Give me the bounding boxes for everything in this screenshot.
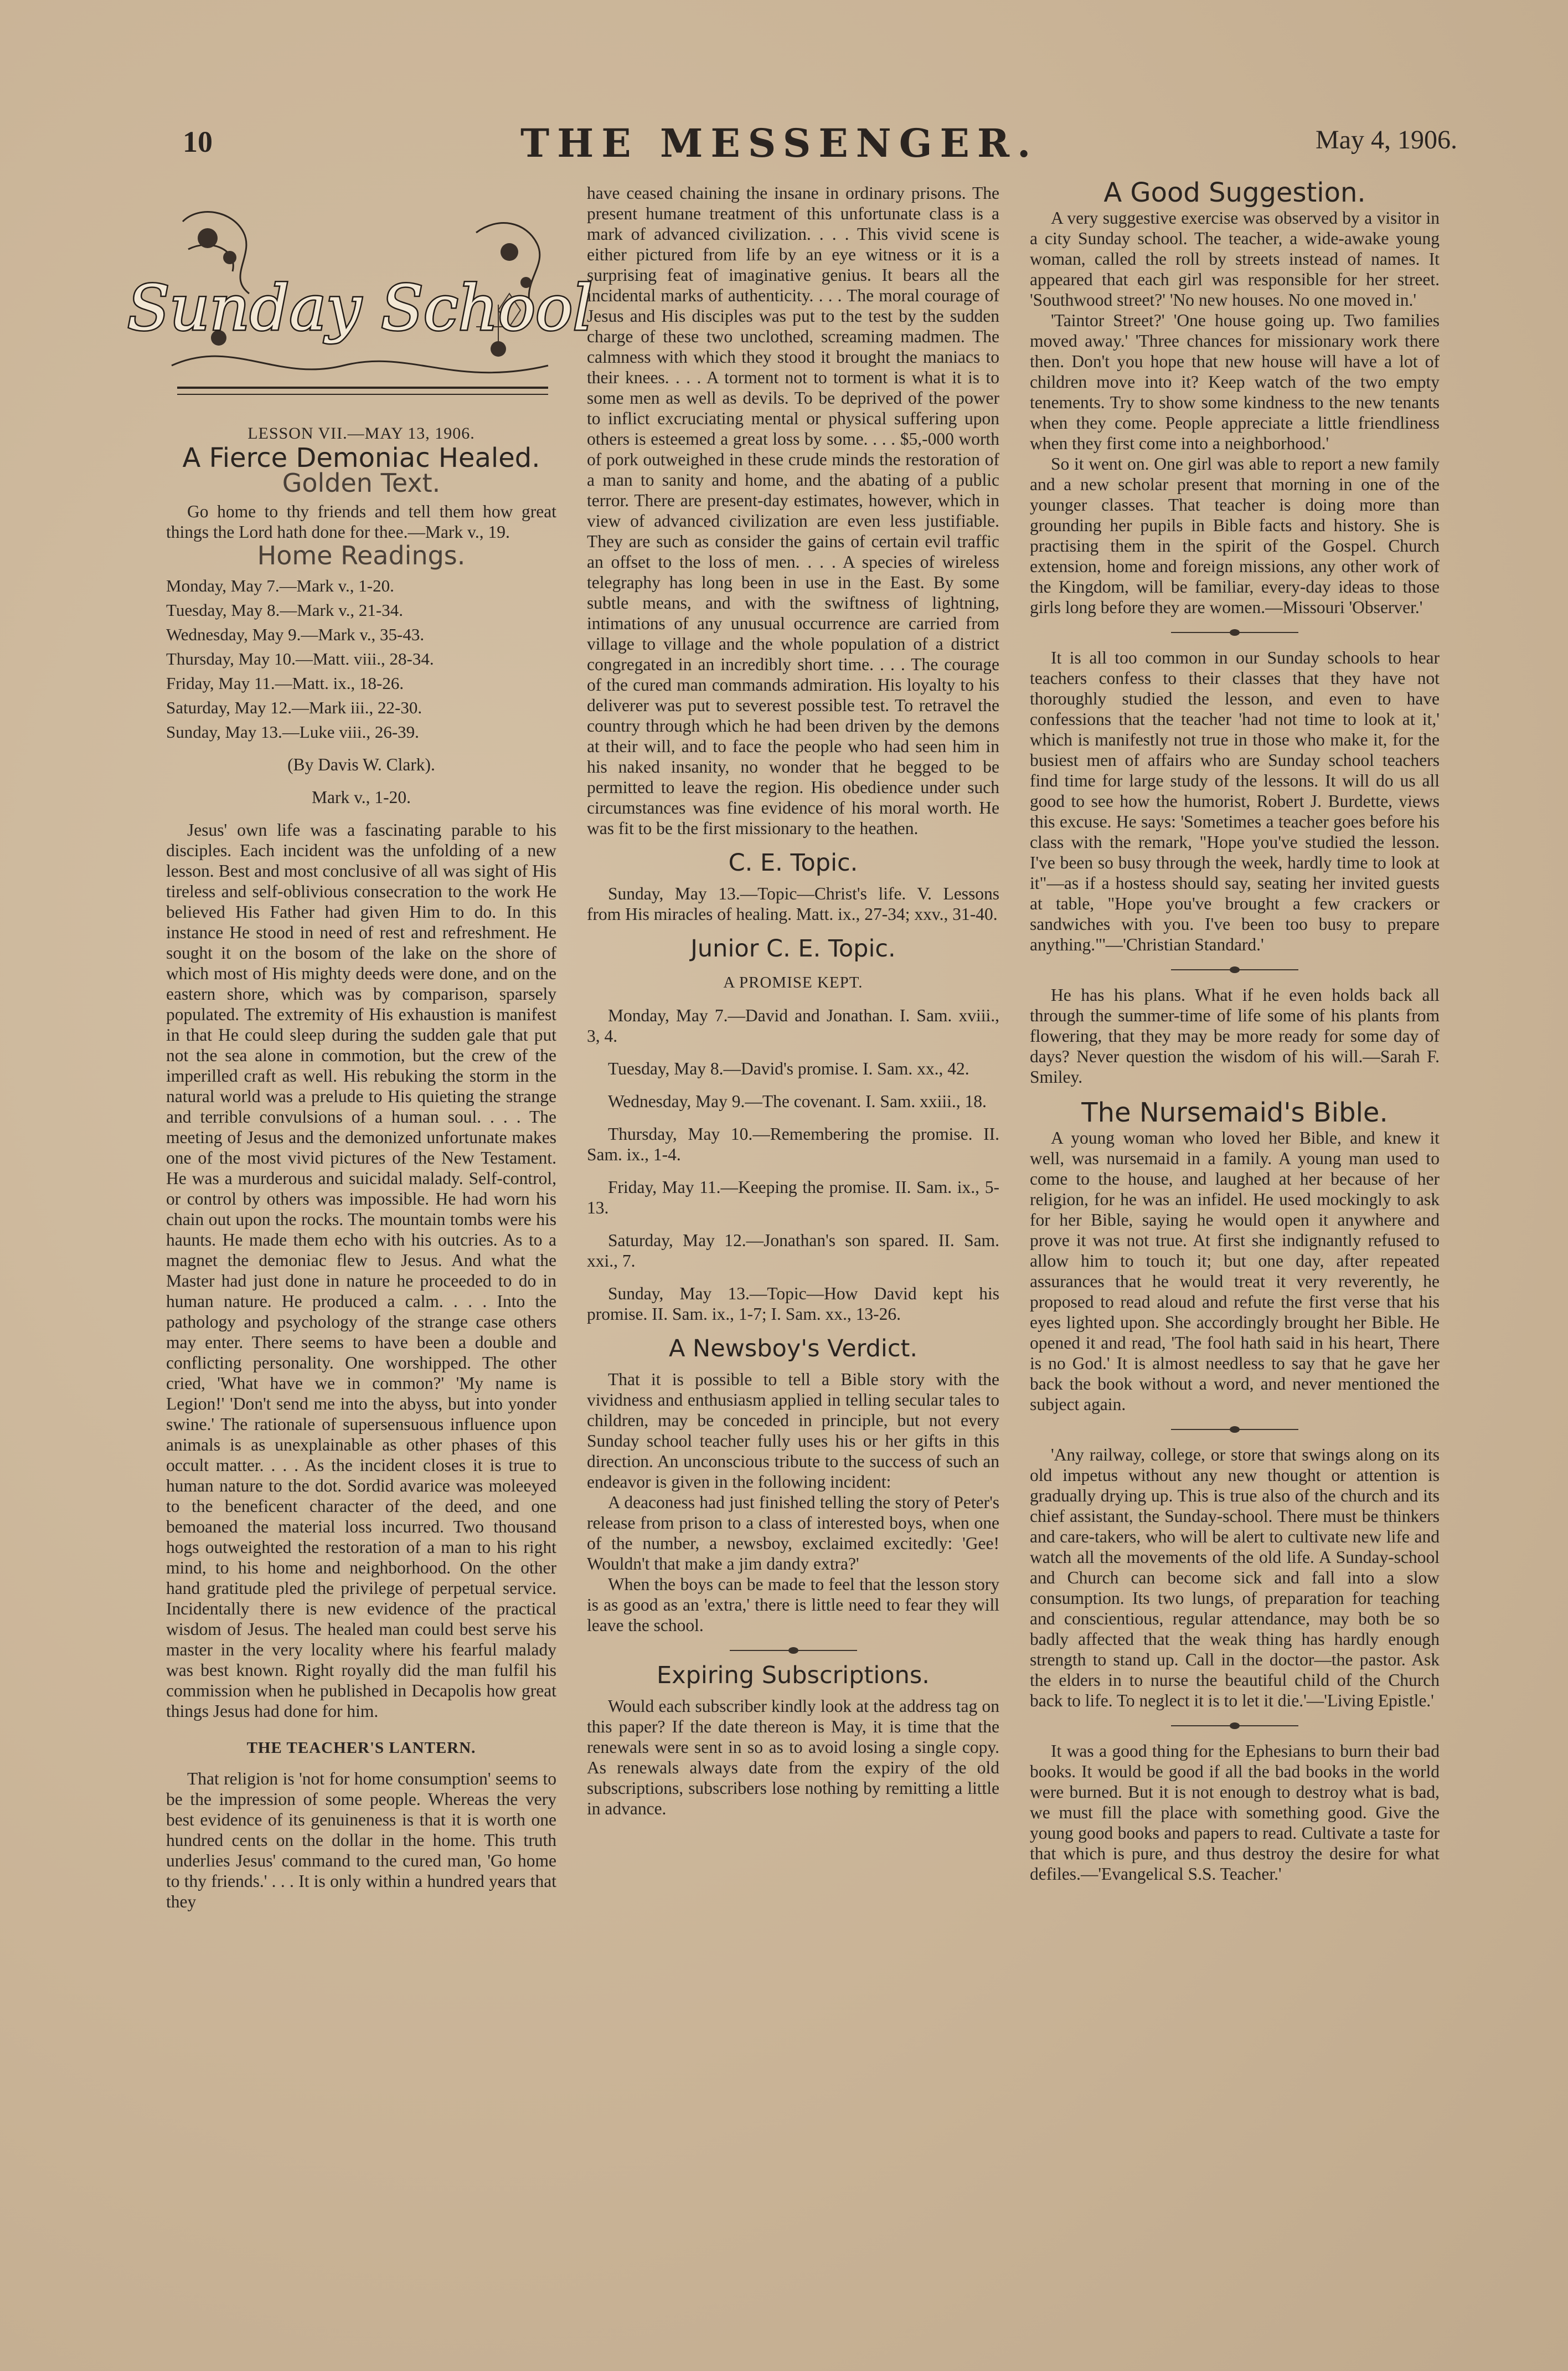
reading-item: Thursday, May 10.—Matt. viii., 28-34. <box>166 649 434 668</box>
byline: (By Davis W. Clark). <box>287 755 435 774</box>
section-divider <box>1171 632 1298 633</box>
svg-text:Sunday School: Sunday School <box>127 272 593 344</box>
reading-item: Sunday, May 13.—Luke viii., 26-39. <box>166 722 419 742</box>
junior-topic-item: Saturday, May 12.—Jonathan's son spared. II. Sam. xxi., 7. <box>587 1231 999 1271</box>
suggestion-paragraph: 'Taintor Street?' 'One house going up. Two families moved away.' 'Three chances for missionary work there then. Don't you hope that new house will have a lot of children move into it? Keep watch of the two empty tenements. Try to show some kindness to the new tenants when they come. People appreciate a little friendliness when they first come into a neighborhood.' <box>1030 311 1440 453</box>
good-suggestion-heading: A Good Suggestion. <box>1103 177 1366 208</box>
golden-text-heading: Golden Text. <box>282 468 441 498</box>
sunday-school-logo-art <box>127 199 593 410</box>
home-readings-heading: Home Readings. <box>257 541 466 570</box>
plans-paragraph: He has his plans. What if he even holds back all through the summer-time of life some of his plants from flowering, that they may be more ready for some day of days? Never question the wisdom of his will.—Sarah F. Smiley. <box>1030 985 1440 1087</box>
teachers-lantern-heading: THE TEACHER'S LANTERN. <box>246 1739 476 1757</box>
column-2 <box>587 183 999 1819</box>
scripture-reference: Mark v., 1-20. <box>311 788 411 807</box>
masthead: THE MESSENGER. <box>520 120 1039 166</box>
junior-topic-item: Thursday, May 10.—Remembering the promise. II. Sam. ix., 1-4. <box>587 1124 999 1164</box>
page-header <box>183 120 1457 169</box>
expiring-subscriptions-heading: Expiring Subscriptions. <box>657 1662 930 1689</box>
reading-item: Monday, May 7.—Mark v., 1-20. <box>166 576 394 595</box>
newsboy-paragraph: That it is possible to tell a Bible story with the vividness and enthusiasm applied in telling secular tales to children, may be conceded in principle, but not every Sunday school teacher fully uses his or her gifts in this direction. An unconscious tribute to the success of such an endeavor is given in the following incident: <box>587 1370 999 1491</box>
section-divider <box>1171 1725 1298 1726</box>
nursemaid-paragraph: A young woman who loved her Bible, and knew it well, was nursemaid in a family. A young man used to come to the house, and laughed at her because of her religion, for he was an infidel. He used mockingly to ask for her Bible, saying he would open it anywhere and prove it was not true. At first she indignantly refused to allow him to touch it; but one day, after repeated assurances that he would treat it very reverently, he proposed to read aloud and refute the first verse that his eyes lighted upon. She accordingly brought her Bible. He opened it and read, 'The fool hath said in his heart, There is no God.' It is almost needless to say that he gave her back the book without a word, and never mentioned the subject again. <box>1030 1128 1440 1414</box>
ce-topic-body: Sunday, May 13.—Topic—Christ's life. V. Lessons from His miracles of healing. Matt. ix., 27-34; xxv., 31-40. <box>587 884 999 924</box>
section-divider <box>1171 969 1298 970</box>
ephesians-paragraph: It was a good thing for the Ephesians to burn their bad books. It would be good if all the bad books in the world were burned. But it is not enough to destroy what is bad, we must fill the place with something good. Give the young good books and papers to read. Cultivate a taste for that which is pure, and thus destroy the desire for what defiles.—'Evangelical S.S. Teacher.' <box>1030 1741 1440 1884</box>
junior-subheading: A PROMISE KEPT. <box>723 974 863 991</box>
junior-topic-item: Friday, May 11.—Keeping the promise. II. Sam. ix., 5-13. <box>587 1177 999 1217</box>
junior-topic-item: Monday, May 7.—David and Jonathan. I. Sam. xviii., 3, 4. <box>587 1006 999 1046</box>
nursemaid-heading: The Nursemaid's Bible. <box>1081 1097 1388 1128</box>
golden-text: Go home to thy friends and tell them how great things the Lord hath done for thee.—Mark v., 19. <box>166 502 556 542</box>
junior-topic-item: Tuesday, May 8.—David's promise. I. Sam. xx., 42. <box>608 1059 969 1078</box>
newsboy-heading: A Newsboy's Verdict. <box>668 1335 918 1362</box>
common-paragraph: It is all too common in our Sunday schools to hear teachers confess to their classes that they have not thoroughly studied the lesson, and even to have confessions that the teacher 'had not time to look at it,' which is manifestly not true in those who make it, for the busiest men of affairs who are Sunday school teachers find time for large study of the lessons. It will do us all good to see how the humorist, Robert J. Burdette, views this excuse. He says: 'Sometimes a teacher goes before his class with the remark, "Hope you've studied the lesson. I've been so busy through the week, hardly time to look at it"—as if a hostess should say, seating her invited guests at table, "Hope you've brought a few crackers or sandwiches with you. I've been too busy to prepare anything."'—'Christian Standard.' <box>1030 648 1440 954</box>
junior-topic-item: Wednesday, May 9.—The covenant. I. Sam. xxiii., 18. <box>608 1092 987 1111</box>
reading-item: Saturday, May 12.—Mark iii., 22-30. <box>166 698 422 717</box>
junior-topic-item: Sunday, May 13.—Topic—How David kept his promise. II. Sam. ix., 1-7; I. Sam. xx., 13-26. <box>587 1284 999 1324</box>
railway-paragraph: 'Any railway, college, or store that swings along on its old impetus without any new thought or attention is gradually drying up. This is true also of the church and its chief assistant, the Sunday-school. There must be thinkers and care-takers, who will be alert to cultivate new life and watch all the movements of the old life. A Sunday-school and Church can become sick and fall into a slow consumption. Its two lungs, of preparation for teaching and conscientious, regular attendance, may both be so badly affected that the weak thing has hardly enough strength to stand up. Call in the doctor—the pastor. Ask the elders in to nurse the beautiful child of the Church back to life. To neglect it is to let it die.'—'Living Epistle.' <box>1030 1445 1440 1710</box>
continued-text: have ceased chaining the insane in ordinary prisons. The present humane treatment of this unfortunate class is a mark of advanced civilization. . . . This vivid scene is either pictured from life by an eye witness or it is a surprising feat of imaginative genius. It bears all the incidental marks of authenticity. . . . The moral courage of Jesus and His disciples was put to the test by the sudden charge of these two unclothed, screaming madmen. The calmness with which they stood it brought the maniacs to their knees. . . . A torment not to torment is what it is to some men as well as devils. To be deprived of the power to inflict excruciating mental or physical suffering upon others is esteemed a great loss by some. . . . $5,-000 worth of pork outweighed in these crude minds the restoration of a man to sanity and home, and the abating of a public terror. There are present-day estimates, however, which in view of advanced civilization are even less justifiable. They are such as consider the gains of certain evil traffic an offset to the loss of men. . . . A species of wireless telegraphy has long been in use in the East. By some subtle means, and with the swiftness of lightning, intimations of any unusual occurrence are carried from village to village and the whole population of a district congregated in an incredibly short time. . . . The courage of the cured man commands admiration. His loyalty to his deliverer was put to severest possible test. To retravel the country through which he had been driven by the demons at their will, and to face the people who had seen him in his naked insanity, no wonder that he begged to be permitted to leave the region. His obedience under such circumstances was fine evidence of his moral worth. He was fit to be the first missionary to the heathen. <box>587 183 999 838</box>
reading-item: Wednesday, May 9.—Mark v., 35-43. <box>166 625 425 644</box>
teachers-lantern-body: That religion is 'not for home consumption' seems to be the impression of some people. Whereas the very best evidence of its genuineness is that it is worth one hundred cents on the dollar in the home. This truth underlies Jesus' command to the cured man, 'Go home to thy friends.' . . . It is only within a hundred years that they <box>166 1769 556 1911</box>
ce-topic-heading: C. E. Topic. <box>728 849 858 877</box>
page-number: 10 <box>183 125 213 158</box>
column-3 <box>1030 177 1440 1884</box>
home-readings-list <box>166 574 556 744</box>
lesson-title: A Fierce Demoniac Healed. <box>182 443 540 474</box>
reading-item: Friday, May 11.—Matt. ix., 18-26. <box>166 673 404 693</box>
suggestion-paragraph: A very suggestive exercise was observed by a visitor in a city Sunday school. The teacher, a wide-awake young woman, called the roll by streets instead of names. It appeared that each girl was responsible for her street. 'Southwood street?' 'No new houses. No one moved in.' <box>1030 208 1440 310</box>
newsboy-paragraph: A deaconess had just finished telling the story of Peter's release from prison to a class of interested boys, when one of the number, a newsboy, exclaimed excitedly: 'Gee! Wouldn't that make a jim dandy extra?' <box>587 1493 999 1573</box>
issue-date: May 4, 1906. <box>1316 125 1457 155</box>
lesson-body: Jesus' own life was a fascinating parable to his disciples. Each incident was the unfolding of a new lesson. Best and most conclusive of all was sight of His tireless and self-oblivious consecration to the work He believed His Father had given Him to do. In this instance He stood in need of rest and refreshment. He sought it on the bosom of the lake on the shore of which most of His mighty deeds were done, and on the eastern shore, which was by comparison, sparsely populated. The extremity of His exhaustion is manifest in that He could sleep during the sudden gale that put not the sea alone in commotion, but the crew of the imperilled craft as well. His rebuking the storm in the natural world was a prelude to His quieting the strange and terrible convulsions of a human soul. . . . The meeting of Jesus and the demonized unfortunate makes one of the most vivid pictures of the New Testament. He was a murderous and suicidal malady. Self-control, or control by others was impossible. He had worn his chain out upon the rocks. The mountain tombs were his haunts. He made them echo with his outcries. As to a magnet the demoniac flew to Jesus. And what the Master had just done in nature he proceeded to do in human nature. He produced a calm. . . . Into the pathology and psychology of the strange case others may enter. There seems to have been a double and conflicting personality. One worshipped. The other cried, 'What have we in common?' 'My name is Legion!' 'Don't send me into the abyss, but into yonder swine.' The rationale of supersensuous influence upon animals is as unexplainable as other phases of this occult matter. . . . As the incident closes it is true to human nature to the dot. Sordid avarice was moleeyed to the beneficent character of the deed, and one bemoaned the material loss incurred. Two thousand hogs outweighted the restoration of a man to his right mind, to his home and neighborhood. On the other hand gratitude pled the privilege of perpetual service. Incidentally there is new evidence of the practical wisdom of Jesus. The healed man could best serve his master in the very locality where his fearful malady was best known. Right royally did the man fulfil his commission when he published in Decapolis how great things Jesus had done for him. <box>166 820 556 1721</box>
lesson-line: LESSON VII.—MAY 13, 1906. <box>247 424 475 443</box>
section-divider <box>730 1650 857 1651</box>
newsboy-paragraph: When the boys can be made to feel that the lesson story is as good as an 'extra,' there is little need to fear they will leave the school. <box>587 1575 999 1635</box>
suggestion-paragraph: So it went on. One girl was able to report a new family and a new scholar present that morning in one of the younger classes. That teacher is doing more than grounding her pupils in Bible facts and history. She is practising them in the spirit of the Gospel. Church extension, home and foreign missions, any other work of the Kingdom, will be familiar, every-day ideas to those girls long before they are women.—Missouri 'Observer.' <box>1030 454 1440 617</box>
expiring-subscriptions-body: Would each subscriber kindly look at the address tag on this paper? If the date thereon is May, it is time that the renewals were sent in so as to avoid losing a single copy. As renewals always date from the expiry of the old subscriptions, subscribers lose nothing by remitting a little in advance. <box>587 1696 999 1818</box>
section-divider <box>1171 1429 1298 1430</box>
reading-item: Tuesday, May 8.—Mark v., 21-34. <box>166 600 403 620</box>
junior-ce-topic-heading: Junior C. E. Topic. <box>690 935 896 963</box>
sunday-school-logo <box>127 199 593 410</box>
column-1 <box>127 199 593 1912</box>
